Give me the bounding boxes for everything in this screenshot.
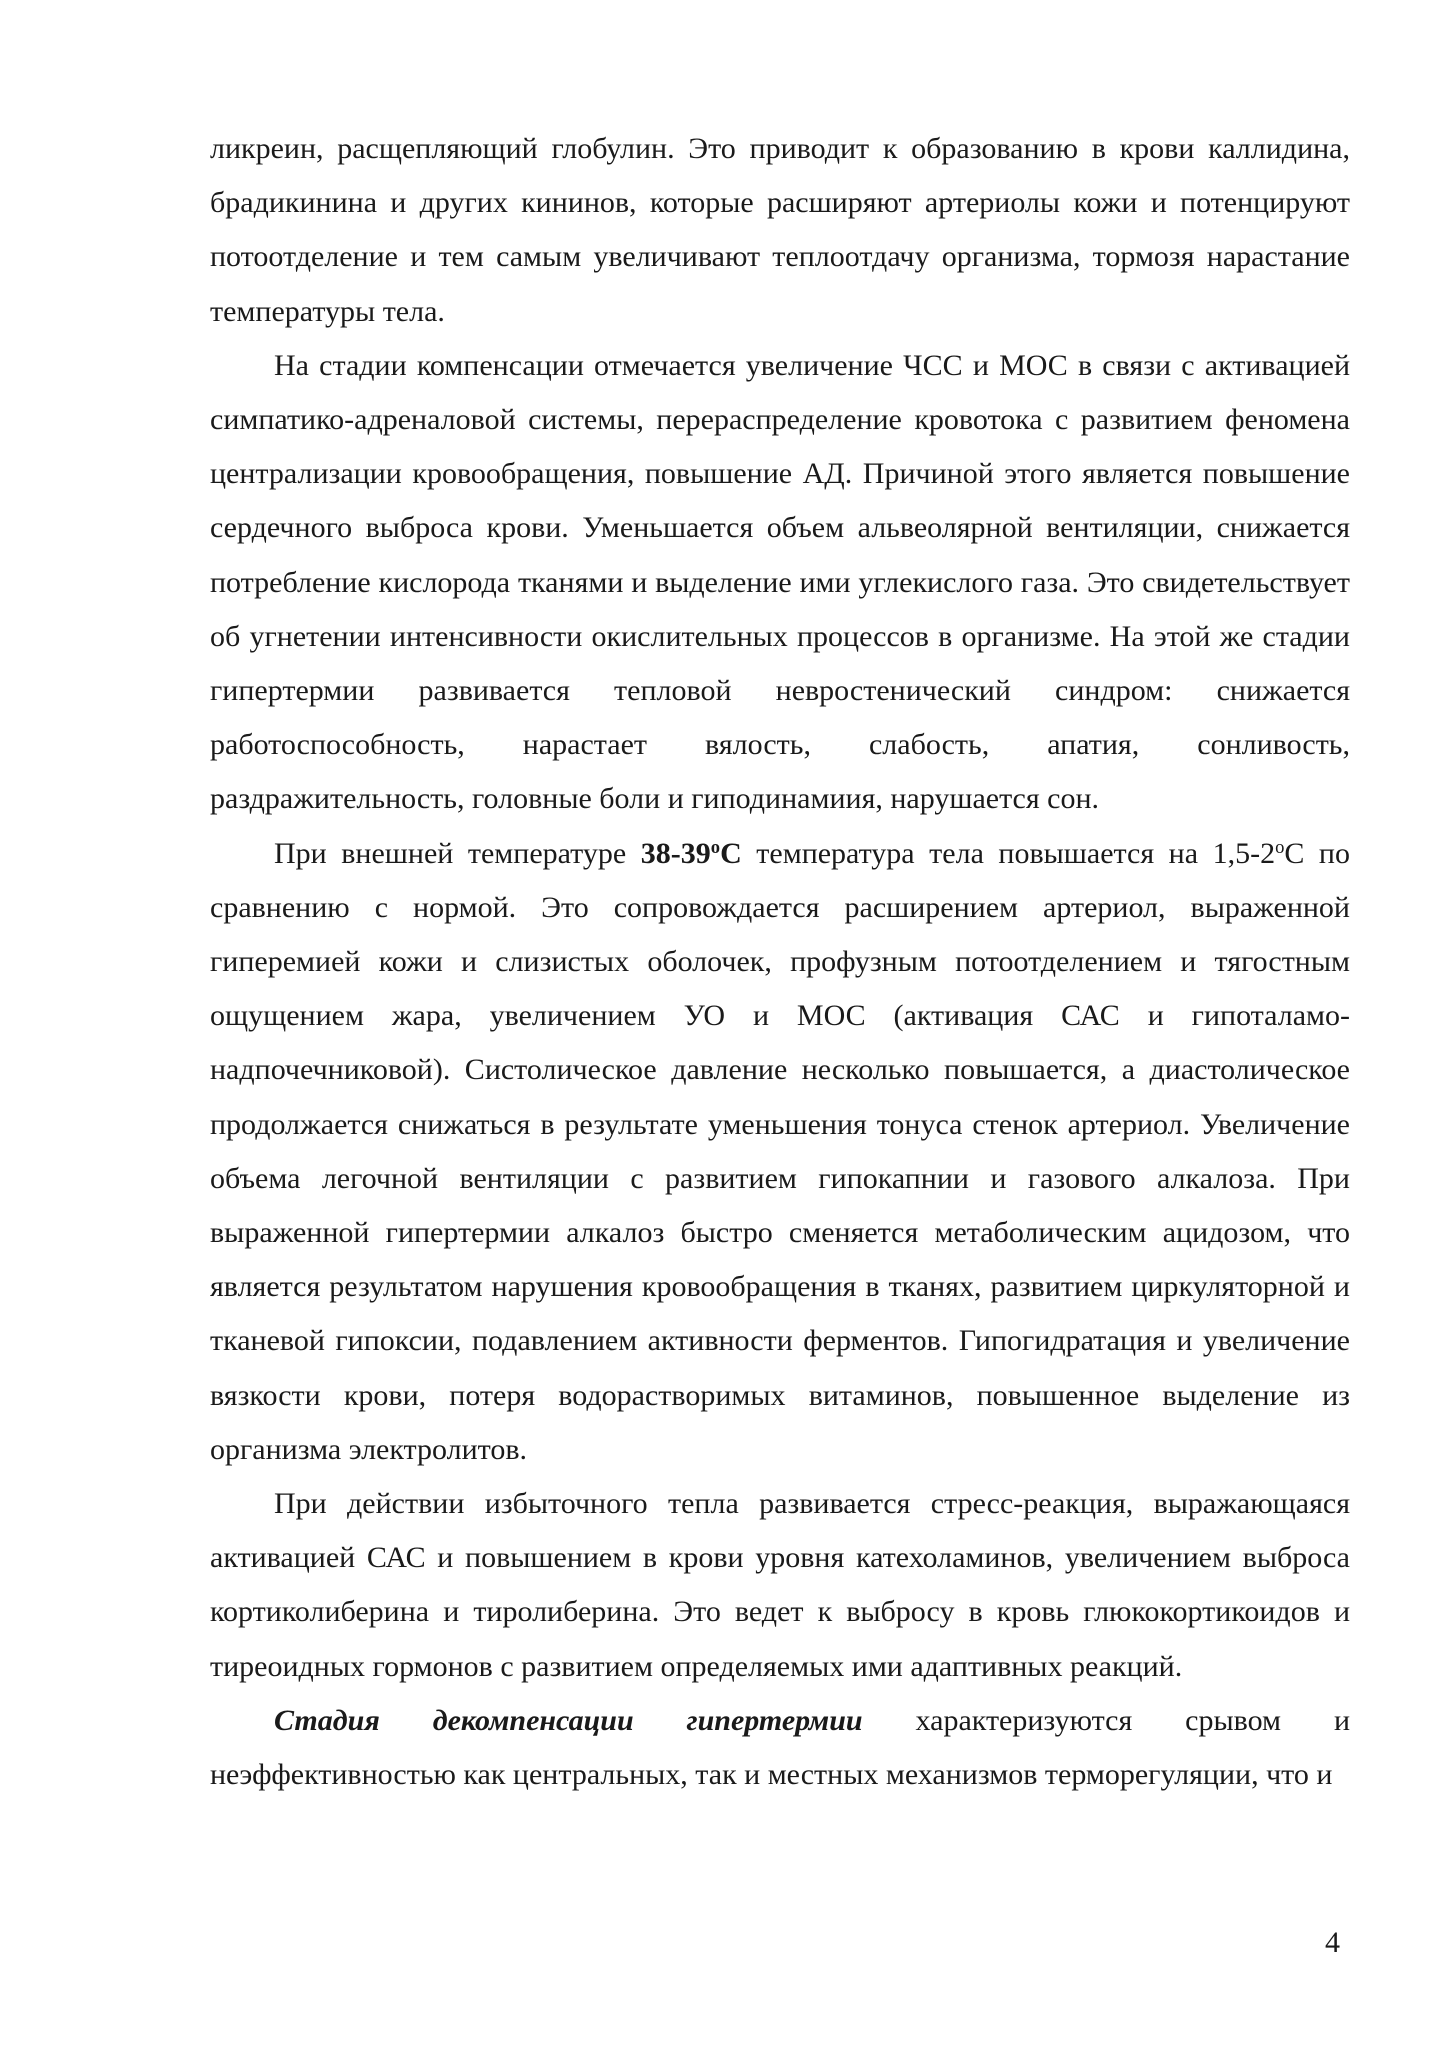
paragraph-4: При действии избыточного тепла развивается стресс-реакция, выражающаяся активацией САС и повышением в крови уровня катехоламинов, увеличением выброса кортиколиберина и тиролиберина. Это ведет к выбросу в кровь глюкокортикоидов и тиреоидных гормонов с развитием определяемых ими адаптивных реакций. (210, 1487, 1350, 1683)
paragraph-3-rest: С по сравнению с нормой. Это сопровождается расширением артериол, выраженной гиперемией кожи и слизистых оболочек, профузным потоотделением и тягостным ощущением жара, увеличением УО и МОС (активация САС и гипоталамо-надпочечниковой). Систолическое давление несколько повышается, а диастолическое продолжается снижаться в результате уменьшения тонуса стенок артериол. Увеличение объема легочной вентиляции с развитием гипокапнии и газового алкалоза. При выраженной гипертермии алкалоз быстро сменяется метаболическим ацидозом, что является результатом нарушения кровообращения в тканях, развитием циркуляторной и тканевой гипоксии, подавлением активности ферментов. Гипогидратация и увеличение вязкости крови, потеря водорастворимых витаминов, повышенное выделение из организма электролитов. (210, 836, 1350, 1466)
page-number: 4 (1325, 1926, 1340, 1959)
paragraph-3-mid: температура тела повышается на 1,5-2 (741, 836, 1276, 870)
paragraph-3 (210, 827, 1350, 1477)
temperature-range: $38-39^оС$ (640, 836, 742, 870)
paragraph-5 (210, 1694, 1350, 1802)
paragraph-1: ликреин, расщепляющий глобулин. Это приводит к образованию в крови каллидина, брадикинина и других кининов, которые расширяют артериолы кожи и потенцируют потоотделение и тем самым увеличивают теплоотдачу организма, тормозя нарастание температуры тела. (210, 132, 1350, 328)
degree-sup: о (1275, 836, 1285, 858)
document-page (210, 122, 1350, 1802)
paragraph-2: На стадии компенсации отмечается увеличение ЧСС и МОС в связи с активацией симпатико-адреналовой системы, перераспределение кровотока с развитием феномена централизации кровообращения, повышение АД. Причиной этого является повышение сердечного выброса крови. Уменьшается объем альвеолярной вентиляции, снижается потребление кислорода тканями и выделение ими углекислого газа. Это свидетельствует об угнетении интенсивности окислительных процессов в организме. На этой же стадии гипертермии развивается тепловой невростенический синдром: снижается работоспособность, нарастает вялость, слабость, апатия, сонливость, раздражительность, головные боли и гиподинамиия, нарушается сон. (210, 348, 1350, 816)
paragraph-3-lead: При внешней температуре (274, 836, 641, 870)
stage-term: Стадия декомпенсации гипертермии (274, 1703, 863, 1737)
paragraph-5-text: характеризуются срывом и неэффективностью как центральных, так и местных механизмов терморегуляции, что и (210, 1703, 1350, 1792)
